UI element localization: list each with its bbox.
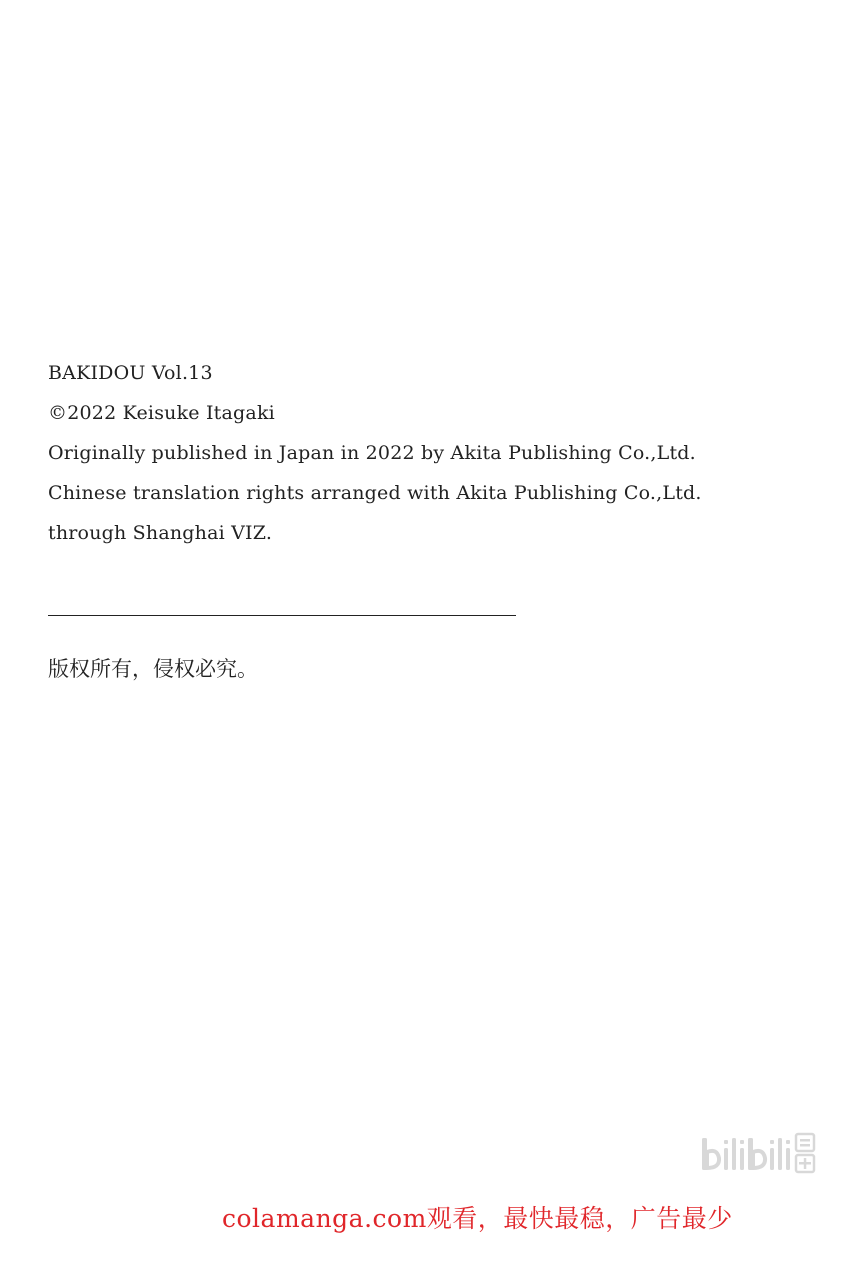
copyright-owner-line: ©2022 Keisuke Itagaki [48,402,275,424]
divider [48,615,516,616]
promo-link[interactable]: colamanga.com观看，最快最稳，广告最少 [222,1204,733,1233]
book-title-line: BAKIDOU Vol.13 [48,362,213,384]
rights-reserved-notice: 版权所有，侵权必究。 [48,657,258,681]
original-publication-line: Originally published in Japan in 2022 by Akita Publishing Co.,Ltd. [48,442,696,464]
translation-rights-line: Chinese translation rights arranged with Akita Publishing Co.,Ltd. [48,482,702,504]
bilibili-manga-logo-icon [700,1130,818,1176]
copyright-block [48,358,808,558]
agency-line: through Shanghai VIZ. [48,522,273,544]
